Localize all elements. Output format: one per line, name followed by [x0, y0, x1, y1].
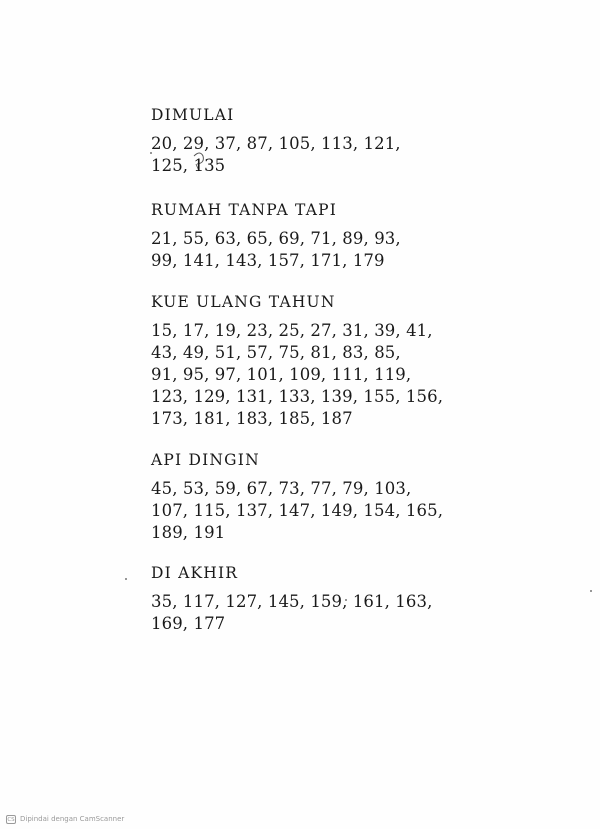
page-numbers — [151, 133, 451, 177]
scanner-watermark — [6, 813, 124, 825]
numbers-line: 43, 49, 51, 57, 75, 81, 83, 85, — [151, 343, 401, 362]
numbers-line: 169, 177 — [151, 614, 226, 633]
page-numbers — [151, 228, 451, 272]
section-dimulai — [151, 104, 451, 177]
camscanner-icon: CS — [7, 816, 15, 823]
page-numbers — [151, 591, 451, 635]
numbers-line: 125, 135 — [151, 156, 226, 175]
numbers-line: 91, 95, 97, 101, 109, 111, 119, — [151, 365, 412, 384]
section-heading: API DINGIN — [151, 451, 260, 469]
numbers-line: 99, 141, 143, 157, 171, 179 — [151, 251, 385, 270]
page-numbers — [151, 478, 451, 544]
section-heading: KUE ULANG TAHUN — [151, 293, 336, 311]
numbers-line: 189, 191 — [151, 523, 226, 542]
section-heading: DIMULAI — [151, 106, 235, 124]
section-heading: RUMAH TANPA TAPI — [151, 201, 338, 219]
numbers-line: 15, 17, 19, 23, 25, 27, 31, 39, 41, — [151, 321, 433, 340]
section-rumah-tanpa-tapi — [151, 199, 451, 272]
numbers-line: 20, 29, 37, 87, 105, 113, 121, — [151, 134, 401, 153]
numbers-line: 123, 129, 131, 133, 139, 155, 156, — [151, 387, 444, 406]
section-api-dingin — [151, 449, 451, 544]
numbers-line: 107, 115, 137, 147, 149, 154, 165, — [151, 501, 444, 520]
scan-speck — [125, 578, 127, 580]
scan-speck — [590, 590, 592, 592]
section-di-akhir — [151, 562, 451, 635]
page-numbers — [151, 320, 451, 430]
numbers-line: 35, 117, 127, 145, 159, 161, 163, — [151, 592, 433, 611]
numbers-line: 21, 55, 63, 65, 69, 71, 89, 93, — [151, 229, 401, 248]
index-list — [151, 104, 451, 654]
section-kue-ulang-tahun — [151, 291, 451, 430]
section-heading: DI AKHIR — [151, 564, 239, 582]
watermark-label: Dipindai dengan CamScanner — [20, 815, 125, 823]
numbers-line: 173, 181, 183, 185, 187 — [151, 409, 353, 428]
numbers-line: 45, 53, 59, 67, 73, 77, 79, 103, — [151, 479, 412, 498]
